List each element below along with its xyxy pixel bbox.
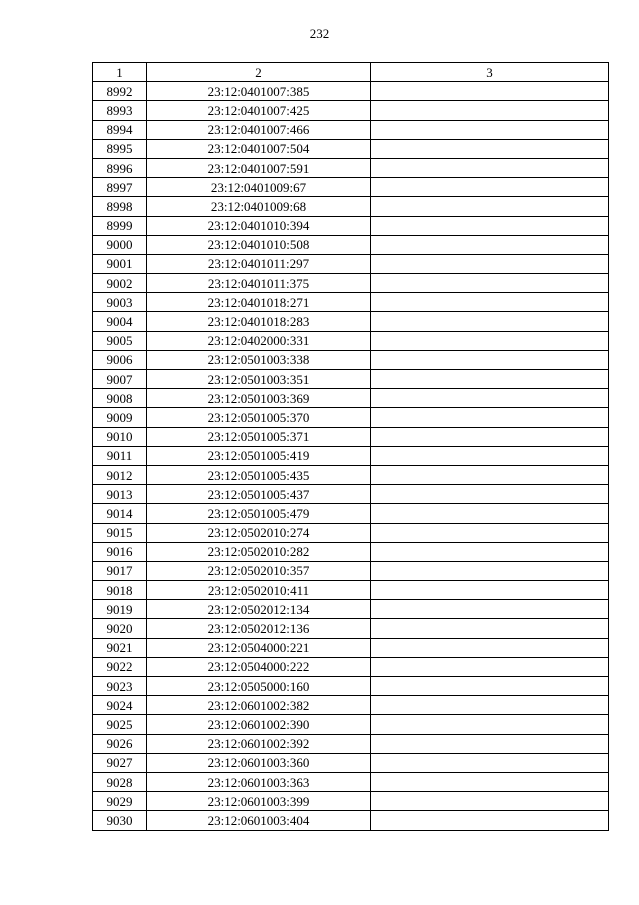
table-row	[93, 254, 609, 273]
row-note	[371, 734, 609, 753]
table-row	[93, 792, 609, 811]
row-note	[371, 581, 609, 600]
cadastral-number: 23:12:0502010:357	[147, 561, 371, 580]
table-row	[93, 408, 609, 427]
table-row	[93, 216, 609, 235]
row-note	[371, 82, 609, 101]
column-header-3: 3	[371, 63, 609, 82]
row-number: 9020	[93, 619, 147, 638]
cadastral-number: 23:12:0401010:394	[147, 216, 371, 235]
row-note	[371, 446, 609, 465]
row-note	[371, 677, 609, 696]
row-note	[371, 523, 609, 542]
cadastral-number: 23:12:0504000:221	[147, 638, 371, 657]
row-note	[371, 657, 609, 676]
table-row	[93, 485, 609, 504]
row-number: 9021	[93, 638, 147, 657]
row-note	[371, 542, 609, 561]
row-number: 9018	[93, 581, 147, 600]
row-number: 9011	[93, 446, 147, 465]
cadastral-number: 23:12:0401007:466	[147, 120, 371, 139]
column-header-1: 1	[93, 63, 147, 82]
cadastral-number: 23:12:0401010:508	[147, 235, 371, 254]
cadastral-number: 23:12:0501005:371	[147, 427, 371, 446]
table-row	[93, 581, 609, 600]
cadastral-number: 23:12:0502010:282	[147, 542, 371, 561]
row-note	[371, 293, 609, 312]
row-number: 9016	[93, 542, 147, 561]
row-number: 9027	[93, 753, 147, 772]
table-header	[93, 63, 609, 82]
cadastral-number: 23:12:0501003:351	[147, 370, 371, 389]
cadastral-number: 23:12:0501005:437	[147, 485, 371, 504]
row-number: 8992	[93, 82, 147, 101]
cadastral-number: 23:12:0502010:274	[147, 523, 371, 542]
table-row	[93, 293, 609, 312]
row-number: 9008	[93, 389, 147, 408]
row-note	[371, 619, 609, 638]
row-note	[371, 370, 609, 389]
cadastral-number: 23:12:0501005:479	[147, 504, 371, 523]
row-number: 8996	[93, 158, 147, 177]
row-note	[371, 485, 609, 504]
row-number: 9025	[93, 715, 147, 734]
row-number: 8995	[93, 139, 147, 158]
table-row	[93, 542, 609, 561]
table-body	[93, 82, 609, 830]
row-number: 9019	[93, 600, 147, 619]
row-number: 9012	[93, 465, 147, 484]
cadastral-number: 23:12:0502010:411	[147, 581, 371, 600]
row-note	[371, 120, 609, 139]
row-note	[371, 274, 609, 293]
row-note	[371, 235, 609, 254]
row-number: 9004	[93, 312, 147, 331]
cadastral-number: 23:12:0501005:370	[147, 408, 371, 427]
table-row	[93, 235, 609, 254]
table-row	[93, 120, 609, 139]
cadastral-number: 23:12:0601003:363	[147, 772, 371, 791]
cadastral-number: 23:12:0601002:382	[147, 696, 371, 715]
row-note	[371, 427, 609, 446]
table-row	[93, 389, 609, 408]
cadastral-table	[92, 62, 609, 831]
row-number: 9002	[93, 274, 147, 293]
row-number: 9010	[93, 427, 147, 446]
table-row	[93, 561, 609, 580]
row-note	[371, 331, 609, 350]
row-note	[371, 696, 609, 715]
cadastral-number: 23:12:0601003:404	[147, 811, 371, 830]
row-number: 9023	[93, 677, 147, 696]
table-row	[93, 523, 609, 542]
cadastral-number: 23:12:0401011:375	[147, 274, 371, 293]
cadastral-number: 23:12:0505000:160	[147, 677, 371, 696]
row-note	[371, 408, 609, 427]
table-row	[93, 638, 609, 657]
row-number: 9013	[93, 485, 147, 504]
row-number: 8993	[93, 101, 147, 120]
cadastral-number: 23:12:0501003:369	[147, 389, 371, 408]
row-number: 9029	[93, 792, 147, 811]
cadastral-number: 23:12:0401009:68	[147, 197, 371, 216]
cadastral-number: 23:12:0601003:360	[147, 753, 371, 772]
row-note	[371, 139, 609, 158]
table-row	[93, 600, 609, 619]
row-note	[371, 561, 609, 580]
table-row	[93, 370, 609, 389]
cadastral-number: 23:12:0502012:136	[147, 619, 371, 638]
row-number: 9024	[93, 696, 147, 715]
table-row	[93, 446, 609, 465]
row-number: 9030	[93, 811, 147, 830]
row-note	[371, 350, 609, 369]
cadastral-number: 23:12:0401007:385	[147, 82, 371, 101]
row-number: 9007	[93, 370, 147, 389]
row-number: 9014	[93, 504, 147, 523]
cadastral-number: 23:12:0401011:297	[147, 254, 371, 273]
row-number: 9026	[93, 734, 147, 753]
row-note	[371, 465, 609, 484]
table-row	[93, 715, 609, 734]
row-note	[371, 178, 609, 197]
row-number: 9017	[93, 561, 147, 580]
cadastral-number: 23:12:0401018:283	[147, 312, 371, 331]
cadastral-number: 23:12:0401007:425	[147, 101, 371, 120]
table-row	[93, 734, 609, 753]
table-row	[93, 811, 609, 830]
row-number: 8994	[93, 120, 147, 139]
cadastral-number: 23:12:0401007:504	[147, 139, 371, 158]
table-row	[93, 657, 609, 676]
row-note	[371, 312, 609, 331]
row-number: 8999	[93, 216, 147, 235]
row-number: 9005	[93, 331, 147, 350]
row-note	[371, 792, 609, 811]
header-row	[93, 63, 609, 82]
row-note	[371, 772, 609, 791]
table-row	[93, 619, 609, 638]
table-row	[93, 82, 609, 101]
row-number: 9028	[93, 772, 147, 791]
cadastral-number: 23:12:0401009:67	[147, 178, 371, 197]
cadastral-number: 23:12:0502012:134	[147, 600, 371, 619]
row-number: 9022	[93, 657, 147, 676]
row-number: 9001	[93, 254, 147, 273]
cadastral-number: 23:12:0501003:338	[147, 350, 371, 369]
row-number: 8997	[93, 178, 147, 197]
row-note	[371, 715, 609, 734]
row-note	[371, 389, 609, 408]
row-number: 8998	[93, 197, 147, 216]
cadastral-number: 23:12:0601002:390	[147, 715, 371, 734]
table-row	[93, 753, 609, 772]
table-row	[93, 504, 609, 523]
table-row	[93, 772, 609, 791]
row-note	[371, 216, 609, 235]
row-note	[371, 504, 609, 523]
row-note	[371, 158, 609, 177]
row-note	[371, 600, 609, 619]
row-number: 9003	[93, 293, 147, 312]
row-note	[371, 197, 609, 216]
table-row	[93, 465, 609, 484]
cadastral-number: 23:12:0504000:222	[147, 657, 371, 676]
table-row	[93, 677, 609, 696]
row-number: 9015	[93, 523, 147, 542]
cadastral-number: 23:12:0402000:331	[147, 331, 371, 350]
row-note	[371, 811, 609, 830]
row-note	[371, 638, 609, 657]
table-row	[93, 331, 609, 350]
cadastral-number: 23:12:0401007:591	[147, 158, 371, 177]
cadastral-number: 23:12:0401018:271	[147, 293, 371, 312]
row-number: 9000	[93, 235, 147, 254]
cadastral-number: 23:12:0601003:399	[147, 792, 371, 811]
table-row	[93, 312, 609, 331]
table-row	[93, 350, 609, 369]
cadastral-number: 23:12:0601002:392	[147, 734, 371, 753]
row-note	[371, 254, 609, 273]
row-number: 9009	[93, 408, 147, 427]
row-number: 9006	[93, 350, 147, 369]
row-note	[371, 101, 609, 120]
table-row	[93, 139, 609, 158]
cadastral-number: 23:12:0501005:435	[147, 465, 371, 484]
table-row	[93, 274, 609, 293]
table-row	[93, 101, 609, 120]
cadastral-number: 23:12:0501005:419	[147, 446, 371, 465]
table-row	[93, 197, 609, 216]
table-row	[93, 178, 609, 197]
row-note	[371, 753, 609, 772]
table-row	[93, 158, 609, 177]
table-row	[93, 427, 609, 446]
table-row	[93, 696, 609, 715]
column-header-2: 2	[147, 63, 371, 82]
page-number: 232	[309, 26, 330, 41]
